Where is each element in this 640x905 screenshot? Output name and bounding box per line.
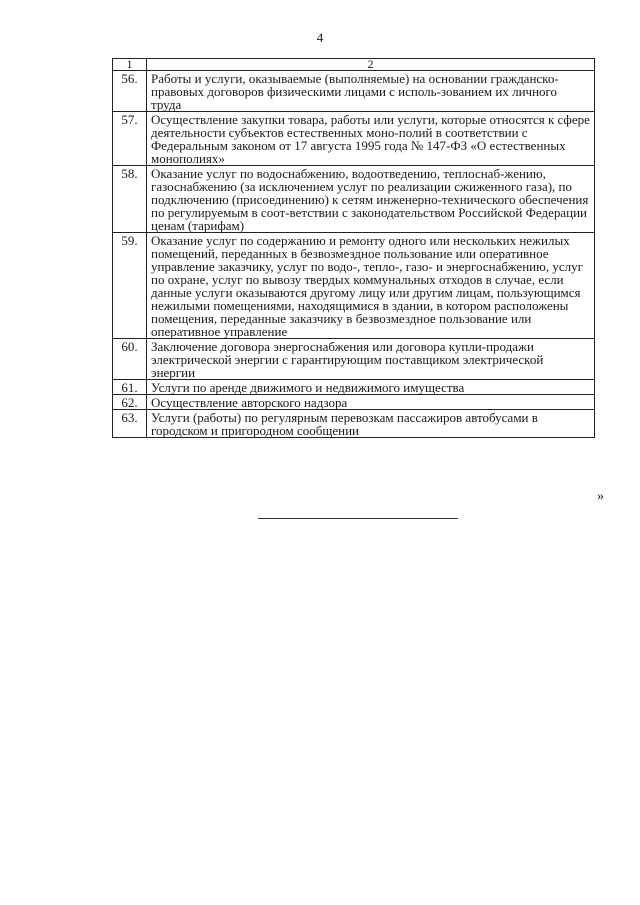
table-row <box>113 166 595 233</box>
column-header-description: 2 <box>147 59 595 71</box>
row-text: Услуги по аренде движимого и недвижимого имущества <box>147 380 595 395</box>
row-text: Осуществление авторского надзора <box>147 395 595 410</box>
row-number: 59. <box>113 233 147 339</box>
row-text: Услуги (работы) по регулярным перевозкам пассажиров автобусами в городском и пригородном сообщении <box>147 410 595 438</box>
row-number: 62. <box>113 395 147 410</box>
row-number: 56. <box>113 71 147 112</box>
page-number: 4 <box>316 30 324 45</box>
table-row <box>113 71 595 112</box>
table-row <box>113 339 595 380</box>
table-row <box>113 410 595 438</box>
services-table <box>112 58 595 438</box>
end-divider-line <box>258 518 458 519</box>
row-text: Оказание услуг по содержанию и ремонту одного или нескольких нежилых помещений, переданных в безвозмездное пользование или оперативное управление заказчику, услуг по водо-, тепло-, газо- и энергоснабжению, услуг по охране, услуг по вывозу твердых коммунальных отходов в случае, если данные услуги оказываются другому лицу или другим лицам, пользующимся нежилыми помещениями, находящимися в здании, в котором расположены помещения, переданные заказчику в безвозмездное пользование или оперативное управление <box>147 233 595 339</box>
table-row <box>113 112 595 166</box>
closing-quote-mark: » <box>597 489 604 504</box>
table-row <box>113 395 595 410</box>
row-text: Оказание услуг по водоснабжению, водоотведению, теплоснаб-жению, газоснабжению (за исключением услуг по реализации сжиженного газа), по подключению (присоединению) к сетям инженерно-технического обеспечения по регулируемым в соот-ветствии с законодательством Российской Федерации ценам (тарифам) <box>147 166 595 233</box>
row-number: 61. <box>113 380 147 395</box>
row-number: 58. <box>113 166 147 233</box>
column-header-number: 1 <box>113 59 147 71</box>
row-text: Заключение договора энергоснабжения или договора купли-продажи электрической энергии с гарантирующим поставщиком электрической энергии <box>147 339 595 380</box>
row-text: Работы и услуги, оказываемые (выполняемые) на основании гражданско-правовых договоров физическими лицами с исполь-зованием их личного труда <box>147 71 595 112</box>
row-number: 63. <box>113 410 147 438</box>
row-number: 60. <box>113 339 147 380</box>
table-header-row <box>113 59 595 71</box>
row-text: Осуществление закупки товара, работы или услуги, которые относятся к сфере деятельности субъектов естественных моно-полий в соответствии с Федеральным законом от 17 августа 1995 года № 147-ФЗ «О естественных монополиях» <box>147 112 595 166</box>
table-row <box>113 380 595 395</box>
table-row <box>113 233 595 339</box>
row-number: 57. <box>113 112 147 166</box>
